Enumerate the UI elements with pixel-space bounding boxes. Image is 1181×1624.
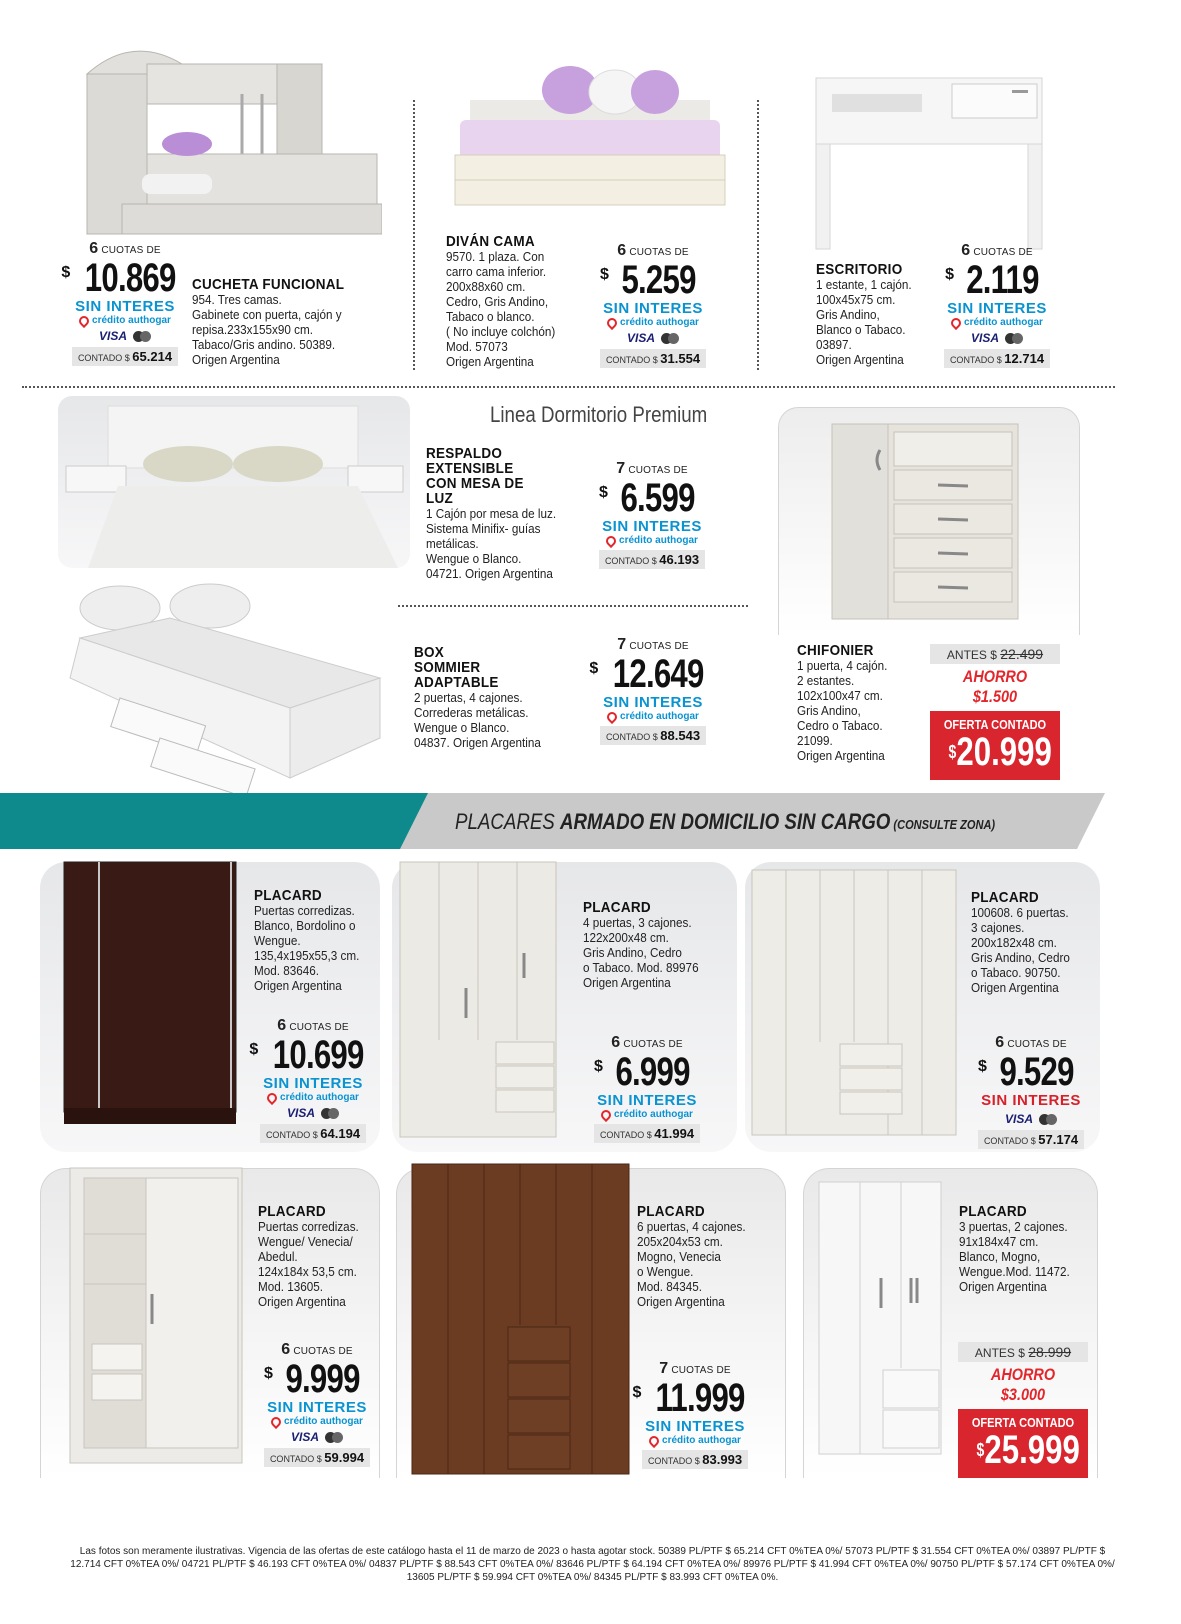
sin-interes-label: SIN INTERES — [263, 1075, 363, 1092]
sin-interes-label: SIN INTERES — [597, 1092, 697, 1109]
price-block-placard-90750 — [966, 1034, 1096, 1149]
mastercard-icon — [325, 1432, 343, 1443]
sin-interes-label: SIN INTERES — [603, 300, 703, 317]
divider — [413, 100, 415, 370]
sin-interes-label: SIN INTERES — [981, 1092, 1081, 1109]
contado-price: CONTADO $ 41.994 — [594, 1124, 700, 1143]
section-subtitle: Linea Dormitorio Premium — [490, 402, 708, 427]
mastercard-icon — [1005, 333, 1023, 344]
offer-block-chifonier — [930, 644, 1060, 780]
desk-image — [812, 74, 1047, 254]
price-value: 5.259 — [621, 258, 696, 302]
contado-price: CONTADO $ 88.543 — [600, 726, 706, 745]
mastercard-icon — [1039, 1114, 1057, 1125]
sin-interes-label: SIN INTERES — [75, 298, 175, 315]
product-title: PLACARD — [254, 887, 322, 904]
placard-sliding-dark-image — [60, 858, 240, 1128]
placard-6-doors-mogno-image — [408, 1160, 633, 1478]
oferta-price: 20.999 — [956, 730, 1052, 774]
credito-authogar-logo: crédito authogar — [60, 315, 190, 326]
product-desc-placard-83646: PLACARD Puertas corredizas. Blanco, Bordolino o Wengue. 135,4x195x55,3 cm. Mod. 83646. Origen Argentina — [254, 887, 360, 993]
cuotas-count: 6 — [281, 1341, 291, 1358]
price-value: 10.869 — [85, 256, 176, 300]
cuotas-label: CUOTAS DE — [1007, 1039, 1067, 1050]
sin-interes-label: SIN INTERES — [603, 694, 703, 711]
product-title: PLACARD — [583, 899, 651, 916]
product-title: ESCRITORIO — [816, 261, 903, 278]
product-desc-placard-89976: PLACARD 4 puertas, 3 cajones. 122x200x48 cm. Gris Andino, Cedro o Tabaco. Mod. 89976 Origen Argentina — [583, 899, 699, 990]
placares-banner — [0, 793, 1181, 849]
cuotas-count: 6 — [611, 1034, 621, 1051]
contado-price: CONTADO $ 83.993 — [642, 1450, 748, 1469]
location-pin-icon — [605, 709, 619, 723]
credito-authogar-logo: crédito authogar — [588, 317, 718, 328]
currency-symbol: $ — [945, 266, 954, 283]
price-value: 6.599 — [620, 476, 695, 520]
location-pin-icon — [269, 1414, 283, 1428]
cuotas-count: 7 — [617, 636, 627, 653]
section-divider — [22, 386, 1115, 388]
cuotas-count: 7 — [659, 1360, 669, 1377]
product-desc-placard-84345: PLACARD 6 puertas, 4 cajones. 205x204x53 cm. Mogno, Venecia o Wengue. Mod. 84345. Origen Argentina — [637, 1203, 746, 1309]
ahorro-label: AHORRO $1.500 — [962, 667, 1028, 706]
price-value: 9.999 — [285, 1357, 360, 1401]
credito-authogar-logo: crédito authogar — [630, 1435, 760, 1446]
price-block-divan — [588, 242, 718, 368]
credito-authogar-logo: crédito authogar — [932, 317, 1062, 328]
price-value: 9.529 — [999, 1050, 1074, 1094]
contado-price: CONTADO $ 65.214 — [72, 347, 178, 366]
currency-symbol: $ — [249, 1041, 259, 1058]
sin-interes-label: SIN INTERES — [947, 300, 1047, 317]
location-pin-icon — [599, 1107, 613, 1121]
placard-4-doors-image — [396, 858, 561, 1143]
cuotas-label: CUOTAS DE — [671, 1365, 731, 1376]
sin-interes-label: SIN INTERES — [602, 518, 702, 535]
visa-logo: VISA — [286, 1106, 315, 1120]
product-title: BOX SOMMIER ADAPTABLE — [414, 644, 499, 691]
product-desc-sommier: BOX SOMMIER ADAPTABLE 2 puertas, 4 cajones. Correderas metálicas. Wengue o Blanco. 04837. Origen Argentina — [414, 644, 541, 750]
mastercard-icon — [133, 331, 151, 342]
cuotas-count: 7 — [616, 460, 626, 477]
headboard-bed-image — [58, 396, 410, 568]
location-pin-icon — [605, 315, 619, 329]
currency-symbol: $ — [263, 1365, 273, 1382]
location-pin-icon — [265, 1090, 279, 1104]
placard-6-doors-image — [748, 866, 960, 1141]
product-desc-cucheta: CUCHETA FUNCIONAL 954. Tres camas. Gabinete con puerta, cajón y repisa.233x155x90 cm. Tabaco/Gris andino. 50389. Origen Argentina — [192, 276, 345, 367]
location-pin-icon — [949, 315, 963, 329]
cuotas-label: CUOTAS DE — [628, 465, 688, 476]
cuotas-label: CUOTAS DE — [629, 247, 689, 258]
divan-bed-image — [440, 60, 740, 230]
price-block-placard-84345 — [630, 1360, 760, 1469]
cuotas-count: 6 — [961, 242, 971, 259]
currency-symbol: $ — [598, 484, 608, 501]
product-title: PLACARD — [959, 1203, 1027, 1220]
product-desc-escritorio: ESCRITORIO 1 estante, 1 cajón. 100x45x75 cm. Gris Andino, Blanco o Tabaco. 03897. Origen Argentina — [816, 261, 912, 367]
chifonier-image — [828, 420, 1024, 625]
currency-symbol: $ — [61, 264, 71, 281]
price-block-escritorio — [932, 242, 1062, 368]
bunk-bed-image — [82, 34, 382, 239]
product-title: RESPALDO EXTENSIBLE CON MESA DE LUZ — [426, 445, 524, 507]
currency-symbol: $ — [977, 1058, 987, 1075]
oferta-price: 25.999 — [984, 1428, 1080, 1472]
product-title: CHIFONIER — [797, 642, 874, 659]
product-desc-divan: DIVÁN CAMA 9570. 1 plaza. Con carro cama inferior. 200x88x60 cm. Cedro, Gris Andino, Tabaco o blanco. ( No incluye colchón) Mod. 57073 Origen Argentina — [446, 233, 556, 369]
location-pin-icon — [604, 533, 618, 547]
contado-price: CONTADO $ 31.554 — [600, 349, 706, 368]
price-value: 11.999 — [655, 1376, 745, 1420]
price-block-placard-89976 — [582, 1034, 712, 1143]
oferta-contado-box: OFERTA CONTADO $20.999 — [930, 711, 1060, 780]
sin-interes-label: SIN INTERES — [267, 1399, 367, 1416]
product-title: CUCHETA FUNCIONAL — [192, 276, 345, 293]
price-block-placard-13605 — [252, 1341, 382, 1467]
price-block-placard-83646 — [248, 1017, 378, 1143]
price-value: 10.699 — [273, 1033, 364, 1077]
credito-authogar-logo: crédito authogar — [248, 1092, 378, 1103]
credito-authogar-logo: crédito authogar — [587, 535, 717, 546]
ahorro-label: AHORRO $3.000 — [990, 1365, 1056, 1404]
placard-3-doors-white-image — [815, 1178, 945, 1458]
contado-price: CONTADO $ 64.194 — [260, 1124, 366, 1143]
contado-price: CONTADO $ 57.174 — [978, 1130, 1084, 1149]
credito-authogar-logo: crédito authogar — [588, 711, 718, 722]
price-block-sommier — [588, 636, 718, 745]
legal-footer: Las fotos son meramente ilustrativas. Vigencia de las ofertas de este catálogo hasta el 11 de marzo de 2023 o hasta agotar stock. 50389 PL/PTF $ 65.214 CFT 0%TEA 0%/ 57073 PL/PTF $ 31.554 CFT 0%TEA 0%/ 03897 PL/PTF $ 12.714 CFT 0%TEA 0%/ 04721 PL/PTF $ 46.193 CFT 0%TEA 0%/ 04837 PL/PTF $ 88.543 CFT 0%TEA 0%/ 83646 PL/PTF $ 64.194 CFT 0%TEA 0%/ 89976 PL/PTF $ 41.994 CFT 0%TEA 0%/ 90750 PL/PTF $ 57.174 CFT 0%TEA 0%/ 13605 PL/PTF $ 59.994 CFT 0%TEA 0%/ 84345 PL/PTF $ 83.993 CFT 0%TEA 0%. — [70, 1546, 1115, 1583]
location-pin-icon — [647, 1433, 661, 1447]
location-pin-icon — [77, 313, 91, 327]
product-title: DIVÁN CAMA — [446, 233, 535, 250]
cuotas-label: CUOTAS DE — [101, 245, 161, 256]
price-value: 6.999 — [615, 1050, 690, 1094]
visa-logo: VISA — [1004, 1112, 1033, 1126]
product-title: PLACARD — [637, 1203, 705, 1220]
contado-price: CONTADO $ 59.994 — [264, 1448, 370, 1467]
antes-price: ANTES $ 28.999 — [958, 1342, 1088, 1362]
visa-logo: VISA — [970, 331, 999, 345]
divider — [398, 605, 748, 607]
currency-symbol: $ — [593, 1058, 603, 1075]
offer-block-placard-11472 — [958, 1342, 1088, 1478]
product-desc-placard-13605: PLACARD Puertas corredizas. Wengue/ Venecia/ Abedul. 124x184x 53,5 cm. Mod. 13605. Origen Argentina — [258, 1203, 359, 1309]
divider — [757, 100, 759, 370]
placard-sliding-white-image — [66, 1164, 246, 1469]
credito-authogar-logo: crédito authogar — [252, 1416, 382, 1427]
product-desc-placard-11472: PLACARD 3 puertas, 2 cajones. 91x184x47 cm. Blanco, Mogno, Wengue.Mod. 11472. Origen Argentina — [959, 1203, 1070, 1294]
product-title: PLACARD — [971, 889, 1039, 906]
mastercard-icon — [661, 333, 679, 344]
cuotas-count: 6 — [89, 240, 99, 257]
contado-price: CONTADO $ 12.714 — [944, 349, 1050, 368]
currency-symbol: $ — [632, 1384, 642, 1401]
cuotas-label: CUOTAS DE — [629, 641, 689, 652]
price-block-respaldo — [587, 460, 717, 569]
currency-symbol: $ — [599, 266, 609, 283]
mastercard-icon — [321, 1108, 339, 1119]
price-value: 2.119 — [966, 258, 1039, 302]
contado-price: CONTADO $ 46.193 — [599, 550, 705, 569]
box-sommier-image — [60, 578, 390, 793]
product-desc-respaldo: RESPALDO EXTENSIBLE CON MESA DE LUZ 1 Cajón por mesa de luz. Sistema Minifix- guías metálicas. Wengue o Blanco. 04721. Origen Argentina — [426, 445, 557, 581]
visa-logo: VISA — [98, 329, 127, 343]
product-desc-chifonier: CHIFONIER 1 puerta, 4 cajón. 2 estantes. 102x100x47 cm. Gris Andino, Cedro o Tabaco. 21099. Origen Argentina — [797, 642, 888, 763]
visa-logo: VISA — [290, 1430, 319, 1444]
banner-text: PLACARES ARMADO EN DOMICILIO SIN CARGO (CONSULTE ZONA) — [455, 809, 996, 834]
oferta-contado-box: OFERTA CONTADO $25.999 — [958, 1409, 1088, 1478]
cuotas-label: CUOTAS DE — [973, 247, 1033, 258]
antes-price: ANTES $ 22.499 — [930, 644, 1060, 664]
cuotas-count: 6 — [277, 1017, 287, 1034]
cuotas-label: CUOTAS DE — [293, 1346, 353, 1357]
cuotas-count: 6 — [617, 242, 627, 259]
visa-logo: VISA — [626, 331, 655, 345]
currency-symbol: $ — [589, 660, 599, 677]
sin-interes-label: SIN INTERES — [645, 1418, 745, 1435]
credito-authogar-logo: crédito authogar — [582, 1109, 712, 1120]
price-block-cucheta — [60, 240, 190, 366]
product-title: PLACARD — [258, 1203, 326, 1220]
cuotas-label: CUOTAS DE — [623, 1039, 683, 1050]
product-desc-placard-90750: PLACARD 100608. 6 puertas. 3 cajones. 200x182x48 cm. Gris Andino, Cedro o Tabaco. 90750. Origen Argentina — [971, 889, 1070, 995]
price-value: 12.649 — [613, 652, 704, 696]
cuotas-label: CUOTAS DE — [289, 1022, 349, 1033]
cuotas-count: 6 — [995, 1034, 1005, 1051]
